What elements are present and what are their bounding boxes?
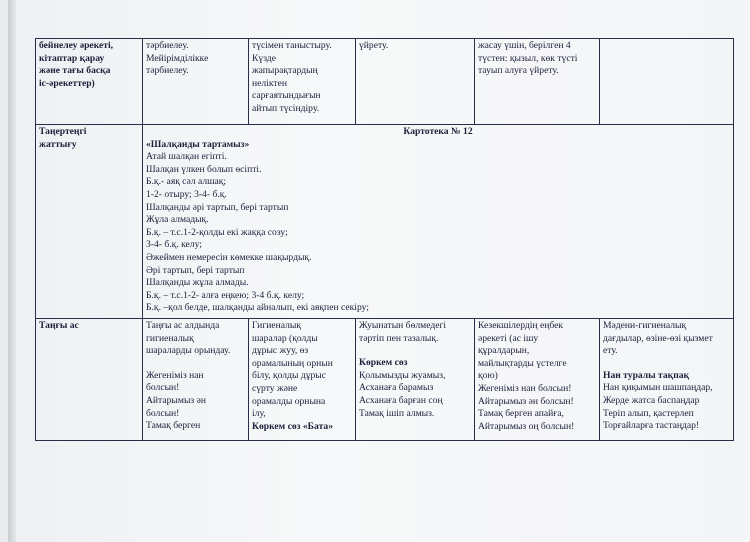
row1-cell-6 — [600, 39, 734, 125]
row1-label-cell — [36, 39, 143, 125]
cell-line: түсімен таныстыру. — [252, 40, 332, 51]
row2-content-cell — [143, 125, 734, 319]
cell-line: Тамақ ішіп алмыз. — [359, 407, 435, 419]
row3-cell-4 — [356, 319, 475, 441]
cell-line: Қолымызды жуамыз, — [359, 369, 446, 381]
cell-line: Асханаға барған соң — [359, 394, 443, 406]
cell-line: сарғаятындығын — [252, 90, 321, 102]
artistic-word-title: Көркем сөз — [359, 357, 408, 369]
cell-line: әрекеті (ас ішу — [478, 332, 539, 344]
cell-line: құралдарын, — [478, 345, 530, 357]
page-edge-shadow — [8, 0, 16, 542]
cell-line: Нан қиқымын шашпаңдар, — [603, 382, 713, 394]
table-row-morning-exercise — [36, 125, 734, 319]
row2-label-line: Таңертеңгі — [39, 126, 87, 137]
exercise-line: Атай шалқан егіпті. — [146, 151, 227, 163]
exercise-line: 1-2- отыру; 3-4- б.қ. — [146, 188, 227, 200]
exercise-line: Б.қ. –қол белде, шалқанды айналып, екі аяқпен секіру; — [146, 302, 369, 314]
cell-line: дұрыс жуу, өз — [252, 345, 309, 357]
cell-line: шаралар (қолды — [252, 332, 318, 344]
exercise-title: «Шалқанды тартамыз» — [146, 138, 250, 150]
row3-cell-5 — [475, 319, 600, 441]
row2-label-line: жаттығу — [39, 138, 77, 150]
cell-line: ілу, — [252, 408, 266, 420]
exercise-line: Б.қ. – т.с.1-2-қолды екі жаққа созу; — [146, 226, 288, 238]
exercise-line: Шалқан үлкен болып өсіпті. — [146, 163, 262, 175]
exercise-line: 3-4- б.қ. келу; — [146, 239, 202, 251]
exercise-line: Б.қ.- аяқ сәл алшақ; — [146, 176, 227, 188]
cell-line: Тамақ берген — [146, 420, 201, 432]
row1-label-line: бейнелеу әрекеті, — [39, 40, 114, 51]
cell-line: тәрбиелеу. — [146, 40, 189, 51]
cell-line: тауып алуға үйрету. — [478, 65, 559, 77]
cell-line: Жегеніміз нан болсын! — [478, 382, 572, 394]
row2-label-cell — [36, 125, 143, 319]
table-row-breakfast — [36, 319, 734, 441]
cell-line: майлықтарды үстелге — [478, 357, 567, 369]
row1-label-line: кітаптар қарау — [39, 52, 105, 64]
cell-line: шараларды орындау. — [146, 345, 231, 357]
cell-line: Гигиеналық — [252, 320, 302, 331]
cell-gap — [146, 358, 245, 370]
cell-line: тәртіп пен тазалық. — [359, 332, 439, 344]
scanned-page — [8, 0, 750, 542]
exercise-line: Әрі тартып, бері тартып — [146, 264, 245, 276]
cell-line: сүрту және — [252, 382, 298, 394]
cell-line: жасау үшін, берілген 4 — [478, 40, 571, 51]
table-row-activities — [36, 39, 734, 125]
cell-line: орамалының орнын — [252, 357, 333, 369]
cell-line: неліктен — [252, 77, 287, 89]
cell-line: Мәдени-гигиеналық — [603, 320, 687, 331]
cell-line: Жерде жатса баспаңдар — [603, 394, 700, 406]
schedule-table — [35, 38, 734, 441]
cell-gap — [603, 358, 730, 370]
cell-line: Жегеніміз нан — [146, 369, 204, 381]
cell-line: болсын! — [146, 407, 180, 419]
cell-line: Таңғы ас алдында — [146, 320, 220, 331]
cell-line: түстен: қызыл, көк түсті — [478, 52, 578, 64]
cell-line: ету. — [603, 345, 618, 357]
cell-line: Торғайларға тастаңдар! — [603, 420, 700, 432]
exercise-line: Әжеймен немересін көмекке шақырдық. — [146, 251, 312, 263]
cell-line: Айтарымыз ән — [146, 394, 206, 406]
row1-cell-5 — [475, 39, 600, 125]
exercise-line: Шалқанды әрі тартып, бері тартып — [146, 201, 289, 213]
cell-line: Теріп алып, қастерлеп — [603, 407, 694, 419]
row3-label-line: Таңғы ас — [39, 320, 79, 331]
cell-line: үйрету. — [359, 40, 389, 51]
cell-line: Айтарымыз ән болсын! — [478, 395, 574, 407]
cell-line: Жуынатын бөлмедегі — [359, 320, 447, 331]
row3-cell-3 — [249, 319, 356, 441]
cell-line: орамалды орнына — [252, 395, 326, 407]
cell-line: Мейірімділікке — [146, 52, 209, 64]
row3-cell-6 — [600, 319, 734, 441]
row3-label-cell — [36, 319, 143, 441]
cell-line: жапырақтардың — [252, 65, 318, 77]
cell-line: Айтарымыз оң болсын! — [478, 420, 575, 432]
cell-line: Тамақ берген апайға, — [478, 408, 564, 420]
cell-line: дағдылар, өзіне-өзі қызмет — [603, 332, 713, 344]
cell-line: айтып түсіндіру. — [252, 102, 320, 114]
exercise-line: Б.қ. – т.с.1-2- алға еңкею; 3-4 б.қ. келу; — [146, 289, 305, 301]
cell-line: Асханаға барамыз — [359, 382, 434, 394]
cell-line: білу, қолды дұрыс — [252, 370, 326, 382]
row1-label-line: іс-әрекеттер) — [39, 77, 95, 89]
card-file-heading: Картотека № 12 — [403, 126, 473, 137]
artistic-word-title: Көркем сөз «Бата» — [252, 420, 333, 432]
cell-line: болсын! — [146, 382, 180, 394]
row1-cell-3 — [249, 39, 356, 125]
row1-label-line: және тағы басқа — [39, 65, 111, 77]
exercise-line: Шалқанды жұла алмады. — [146, 277, 249, 289]
cell-line: тәрбиелеу. — [146, 65, 189, 77]
poem-title: Нан туралы тақпақ — [603, 369, 690, 381]
row1-cell-2 — [143, 39, 249, 125]
cell-line: Кезекшілердің еңбек — [478, 320, 564, 331]
cell-gap — [359, 345, 471, 357]
row3-cell-2 — [143, 319, 249, 441]
cell-line: қою) — [478, 370, 498, 382]
row1-cell-4 — [356, 39, 475, 125]
exercise-line: Жұла алмадық. — [146, 214, 209, 226]
cell-line: гигиеналық — [146, 332, 194, 344]
cell-line: Күзде — [252, 52, 276, 64]
